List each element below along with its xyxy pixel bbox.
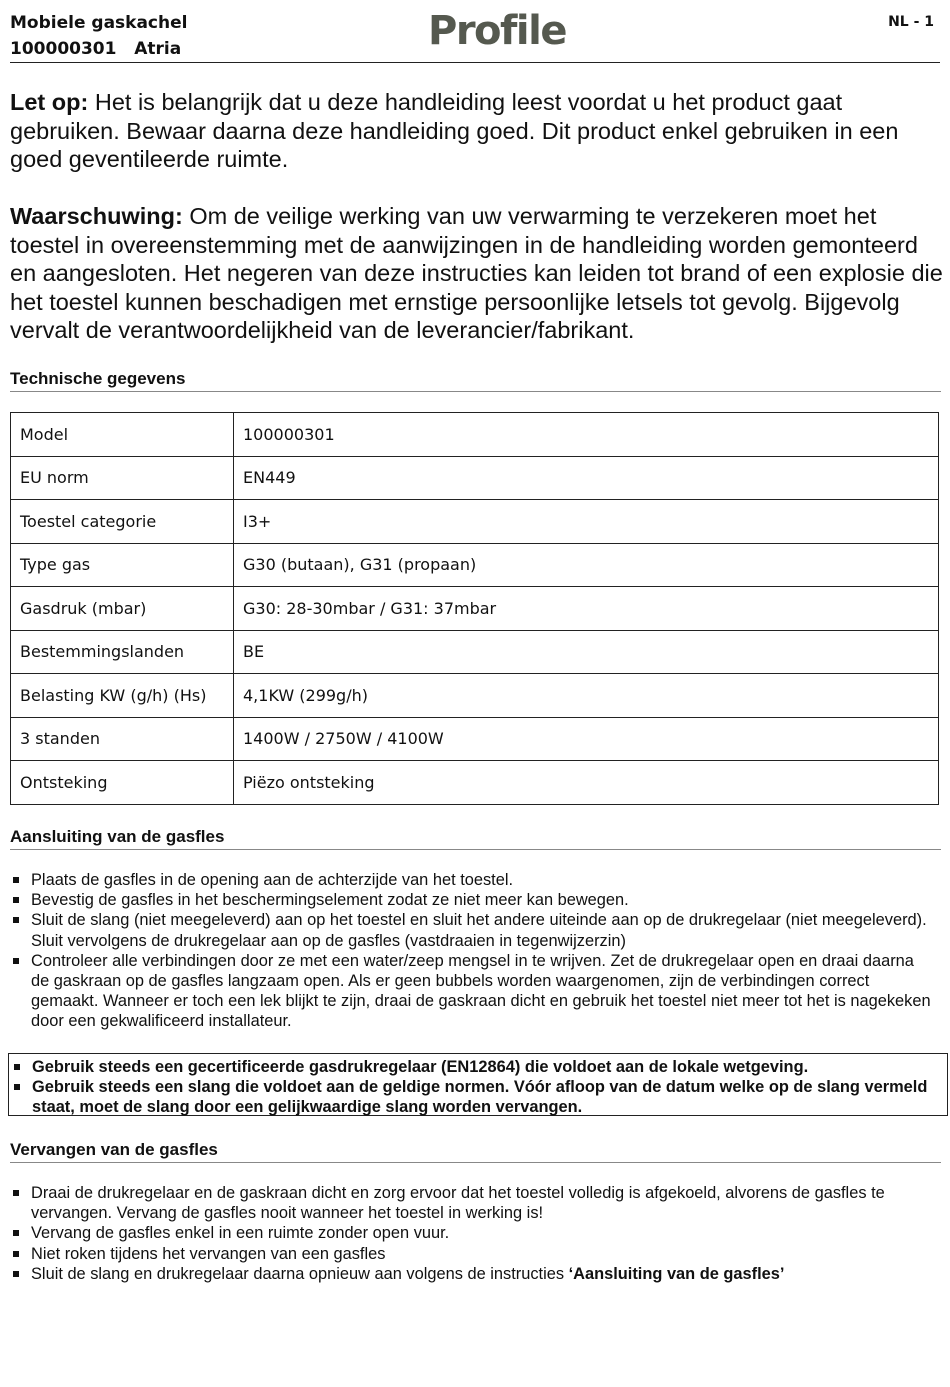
table-row [11, 587, 939, 631]
list-item: Sluit de slang (niet meegeleverd) aan op het toestel en sluit het andere uiteinde aan op de drukregelaar (niet meegeleverd). Sluit vervolgens de drukregelaar aan op de gasfles (vastdraaien in tegenwijzerzin) [10, 910, 935, 950]
specs-table [10, 412, 939, 805]
section-reference: ‘Aansluiting van de gasfles’ [568, 1264, 785, 1283]
section-title-replace: Vervangen van de gasfles [10, 1140, 941, 1163]
connection-steps [10, 870, 935, 1032]
product-code: 100000301 Atria [10, 39, 182, 59]
page-number: NL - 1 [888, 14, 934, 30]
spec-value: BE [234, 630, 939, 674]
section-title-technical: Technische gegevens [10, 369, 941, 392]
spec-value: I3+ [234, 500, 939, 544]
product-heading [10, 10, 187, 62]
list-item: Gebruik steeds een slang die voldoet aan de geldige normen. Vóór afloop van de datum welke op de slang vermeld staat, moet de slang door een gelijkwaardige slang worden vervangen. [11, 1077, 943, 1117]
list-item-text: Sluit de slang en drukregelaar daarna opnieuw aan volgens de instructies [31, 1264, 569, 1283]
product-name: Mobiele gaskachel [10, 13, 188, 33]
list-item: Gebruik steeds een gecertificeerde gasdrukregelaar (EN12864) die voldoet aan de lokale wetgeving. [11, 1057, 943, 1077]
table-row [11, 761, 939, 805]
spec-value: 100000301 [234, 413, 939, 457]
table-row [11, 717, 939, 761]
list-item: Draai de drukregelaar en de gaskraan dicht en zorg ervoor dat het toestel volledig is afgekoeld, alvorens de gasfles te vervangen. Vervang de gasfles nooit wanneer het toestel in werking is! [10, 1183, 935, 1223]
safety-notice-list [11, 1057, 943, 1118]
warning-notice [10, 202, 945, 345]
table-row [11, 674, 939, 718]
spec-key: Model [11, 413, 234, 457]
spec-key: Bestemmingslanden [11, 630, 234, 674]
spec-key: Type gas [11, 543, 234, 587]
spec-value: G30 (butaan), G31 (propaan) [234, 543, 939, 587]
spec-key: EU norm [11, 456, 234, 500]
list-item: Niet roken tijdens het vervangen van een gasfles [10, 1244, 935, 1264]
spec-key: Ontsteking [11, 761, 234, 805]
section-title-connection: Aansluiting van de gasfles [10, 827, 941, 850]
safety-notice-box [8, 1053, 948, 1116]
spec-value: G30: 28-30mbar / G31: 37mbar [234, 587, 939, 631]
intro-label: Let op: [10, 89, 89, 115]
warning-text: Om de veilige werking van uw verwarming te verzekeren moet het toestel in overeenstemming met de aanwijzingen in de handleiding worden gemonteerd en aangesloten. Het negeren van deze instructies kan leiden tot brand of een explosie die het toestel kunnen beschadigen met ernstige persoonlijke letsels tot gevolg. Bijgevolg vervalt de verantwoordelijkheid van de leverancier/fabrikant. [10, 203, 943, 344]
spec-key: Belasting KW (g/h) (Hs) [11, 674, 234, 718]
list-item: Plaats de gasfles in de opening aan de achterzijde van het toestel. [10, 870, 935, 890]
spec-value: EN449 [234, 456, 939, 500]
page-header [10, 8, 940, 63]
spec-value: Piëzo ontsteking [234, 761, 939, 805]
table-row [11, 500, 939, 544]
spec-key: Gasdruk (mbar) [11, 587, 234, 631]
intro-text: Het is belangrijk dat u deze handleiding leest voordat u het product gaat gebruiken. Bewaar daarna deze handleiding goed. Dit product enkel gebruiken in een goed geventileerde ruimte. [10, 89, 899, 173]
replace-steps [10, 1183, 935, 1284]
table-row [11, 413, 939, 457]
profile-logo: Profile [428, 8, 566, 54]
spec-value: 4,1KW (299g/h) [234, 674, 939, 718]
spec-key: 3 standen [11, 717, 234, 761]
intro-notice [10, 88, 945, 174]
table-row [11, 543, 939, 587]
table-row [11, 630, 939, 674]
spec-key: Toestel categorie [11, 500, 234, 544]
list-item [10, 1264, 935, 1284]
list-item: Controleer alle verbindingen door ze met een water/zeep mengsel in te wrijven. Zet de drukregelaar open en draai daarna de gaskraan op de gasfles langzaam open. Als er geen bubbels worden waargenomen, zijn de verbindingen correct gemaakt. Wanneer er toch een lek blijkt te zijn, draai de gaskraan dicht en gebruik het toestel niet meer tot het is nagekeken door een gekwalificeerd installateur. [10, 951, 935, 1032]
spec-value: 1400W / 2750W / 4100W [234, 717, 939, 761]
list-item: Bevestig de gasfles in het beschermingselement zodat ze niet meer kan bewegen. [10, 890, 935, 910]
table-row [11, 456, 939, 500]
list-item: Vervang de gasfles enkel in een ruimte zonder open vuur. [10, 1223, 935, 1243]
warning-label: Waarschuwing: [10, 203, 183, 229]
